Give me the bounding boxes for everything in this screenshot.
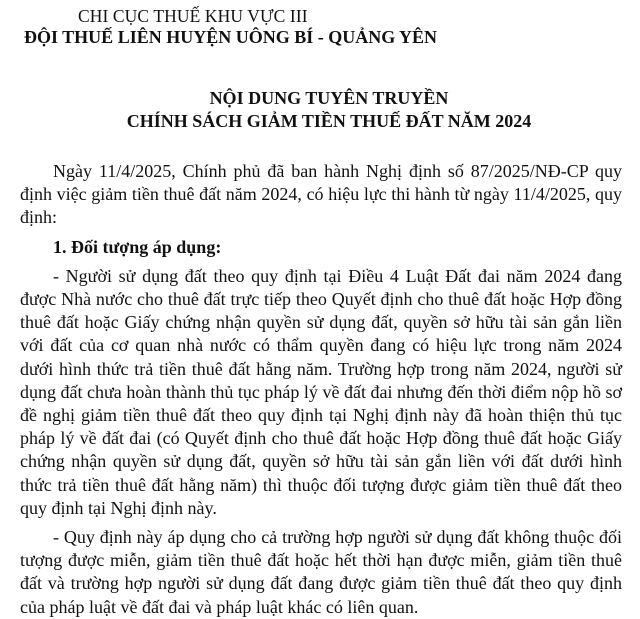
sub-agency-name: ĐỘI THUẾ LIÊN HUYỆN UÔNG BÍ - QUẢNG YÊN xyxy=(24,27,438,47)
document-title-line2: CHÍNH SÁCH GIẢM TIỀN THUẾ ĐẤT NĂM 2024 xyxy=(126,111,532,131)
agency-name: CHI CỤC THUẾ KHU VỰC III xyxy=(78,6,308,26)
document-body xyxy=(20,160,622,619)
body-paragraph-1: - Người sử dụng đất theo quy định tại Điều 4 Luật Đất đai năm 2024 đang được Nhà nước cho thuê đất trực tiếp theo Quyết định cho thuê đất hoặc Hợp đồng thuê đất hoặc Giấy chứng nhận quyền sử dụng đất, quyền sở hữu tài sản gắn liền với đất của cơ quan nhà nước có thẩm quyền đang có hiệu lực trong năm 2024 dưới hình thức trả tiền thuê đất hằng năm. Trường hợp trong năm 2024, người sử dụng đất chưa hoàn thành thủ tục pháp lý về đất đai nhưng đến thời điểm nộp hồ sơ đề nghị giảm tiền thuê đất theo quy định tại Nghị định này đã hoàn thiện thủ tục pháp lý về đất đai (có Quyết định cho thuê đất hoặc Hợp đồng thuê đất hoặc Giấy chứng nhận quyền sử dụng đất, quyền sở hữu tài sản gắn liền với đất dưới hình thức trả tiền thuê đất hằng năm) thì thuộc đối tượng được giảm tiền thuê đất theo quy định tại Nghị định này. xyxy=(20,265,622,518)
document-title-line1: NỘI DUNG TUYÊN TRUYỀN xyxy=(209,88,449,108)
section-heading: 1. Đối tượng áp dụng: xyxy=(53,236,222,257)
body-paragraph-2: - Quy định này áp dụng cho cả trường hợp người sử dụng đất không thuộc đối tượng được miễn, giảm tiền thuê đất hoặc hết thời hạn được miễn, giảm tiền thuê đất và trường hợp người sử dụng đất đang được giảm tiền thuê đất theo quy định của pháp luật về đất đai và pháp luật khác có liên quan. xyxy=(20,527,622,617)
intro-paragraph: Ngày 11/4/2025, Chính phủ đã ban hành Nghị định số 87/2025/NĐ-CP quy định việc giảm tiền thuê đất năm 2024, có hiệu lực thi hành từ ngày 11/4/2025, quy định: xyxy=(20,161,622,228)
